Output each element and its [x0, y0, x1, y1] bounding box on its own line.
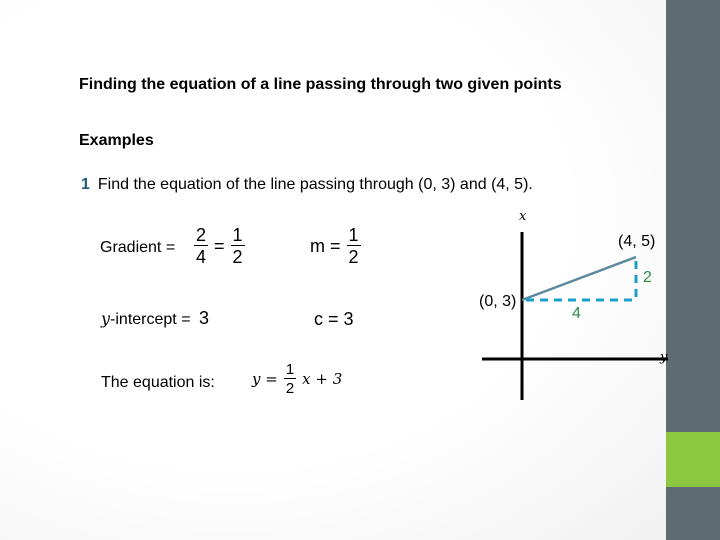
axis-y-label: y [660, 350, 668, 365]
y-intercept-label: -intercept = [110, 311, 191, 328]
gradient-fraction-1: $\frac{2}{4}$ [196, 225, 207, 267]
point-a-label: (0, 3) [479, 293, 517, 310]
question-number: 1 [81, 176, 90, 193]
slide-title: Finding the equation of a line passing through two given points [79, 76, 562, 93]
run-label: 4 [572, 305, 581, 322]
line-through-points [522, 257, 636, 300]
question-text: Find the equation of the line passing through (0, 3) and (4, 5). [97, 176, 533, 193]
y-intercept-value: 3 [198, 308, 209, 328]
equation-label: The equation is: [101, 374, 215, 391]
c-equation: c = 3 [314, 309, 354, 329]
section-heading: Examples [79, 132, 154, 149]
gradient-label: Gradient = [100, 239, 176, 256]
point-b-label: (4, 5) [618, 233, 656, 250]
final-equation-rhs: x + 3 [302, 370, 343, 388]
final-equation-fraction: $\frac{1}{2}$ [285, 361, 295, 397]
final-equation-lhs: y = [252, 370, 278, 388]
m-lhs: m = [310, 235, 341, 256]
y-intercept-variable: y [101, 309, 111, 328]
axis-x-label: x [519, 209, 527, 224]
rise-label: 2 [643, 269, 652, 286]
gradient-equals: = [214, 235, 225, 256]
gradient-fraction-2: $\frac{1}{2}$ [232, 225, 243, 267]
m-fraction: $\frac{1}{2}$ [348, 225, 359, 267]
